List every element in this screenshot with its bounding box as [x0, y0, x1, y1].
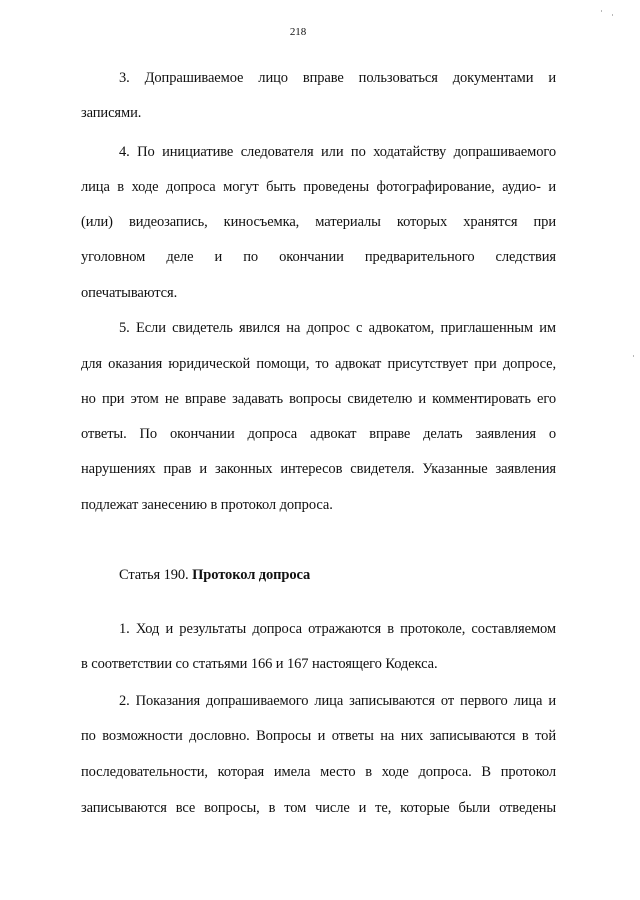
article-paragraph-2-line-1: 2. Показания допрашиваемого лица записываются от первого лица и: [119, 693, 556, 709]
paragraph-5-line-1: 5. Если свидетель явился на допрос с адвокатом, приглашенным им: [119, 320, 556, 336]
article-title: Протокол допроса: [192, 567, 311, 583]
paragraph-5-line-2: для оказания юридической помощи, то адвокат присутствует при допросе,: [81, 356, 556, 372]
scan-speck: [633, 355, 634, 357]
article-paragraph-2-line-2: по возможности дословно. Вопросы и ответы на них записываются в той: [81, 728, 556, 744]
article-paragraph-1-line-1: 1. Ход и результаты допроса отражаются в протоколе, составляемом: [119, 621, 556, 637]
paragraph-4-line-2: лица в ходе допроса могут быть проведены фотографирование, аудио- и: [81, 179, 556, 195]
article-heading: [119, 566, 556, 584]
paragraph-3-line-2: записями.: [81, 105, 142, 121]
paragraph-5-line-3: но при этом не вправе задавать вопросы свидетелю и комментировать его: [81, 391, 556, 407]
article-prefix: Статья 190.: [119, 567, 189, 583]
paragraph-4-line-4: уголовном деле и по окончании предварительного следствия: [81, 249, 556, 265]
scan-speck: [612, 14, 613, 16]
article-paragraph-2-line-3: последовательности, которая имела место в ходе допроса. В протокол: [81, 764, 556, 780]
paragraph-4-line-5: опечатываются.: [81, 285, 178, 301]
paragraph-5-line-4: ответы. По окончании допроса адвокат вправе делать заявления о: [81, 426, 556, 442]
page-number: 218: [289, 26, 307, 38]
article-paragraph-2-line-4: записываются все вопросы, в том числе и те, которые были отведены: [81, 800, 556, 816]
article-paragraph-1-line-2: в соответствии со статьями 166 и 167 настоящего Кодекса.: [81, 656, 438, 672]
scan-speck: [601, 10, 602, 12]
paragraph-5-line-6: подлежат занесению в протокол допроса.: [81, 497, 333, 513]
paragraph-4-line-1: 4. По инициативе следователя или по ходатайству допрашиваемого: [119, 144, 556, 160]
paragraph-4-line-3: (или) видеозапись, киносъемка, материалы которых хранятся при: [81, 214, 556, 230]
paragraph-5-line-5: нарушениях прав и законных интересов свидетеля. Указанные заявления: [81, 461, 556, 477]
paragraph-3-line-1: 3. Допрашиваемое лицо вправе пользоваться документами и: [119, 70, 556, 86]
